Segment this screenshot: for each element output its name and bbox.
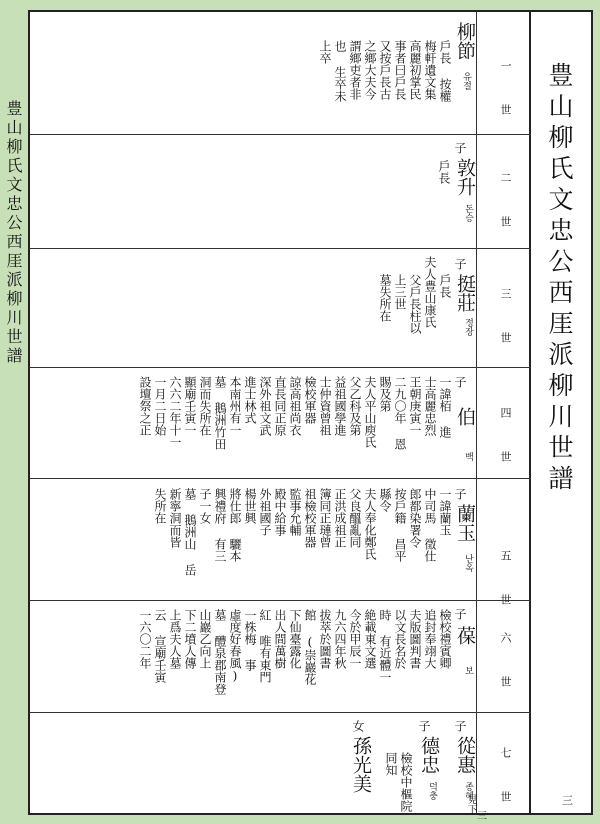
relation-prefix: 女: [351, 720, 365, 732]
relation-prefix: 子: [453, 142, 467, 154]
row-divider: [30, 712, 531, 713]
entry-line: 今於甲辰一: [348, 609, 362, 669]
genealogy-page: [28, 10, 593, 822]
entry-line: 時 有近體一: [378, 609, 392, 683]
entry-line: 下仙臺露化: [288, 609, 302, 669]
person-name: 從惠: [454, 736, 476, 774]
page-title: 豊山柳氏文忠公西厓派柳川世譜: [545, 62, 574, 496]
entry-line: 上爲夫人墓: [168, 609, 182, 669]
generation-label: 五 世: [499, 550, 512, 615]
entry-line: 直長同正原: [273, 376, 287, 436]
entry-line: 士高麗忠烈: [423, 376, 437, 436]
relation-prefix: 子: [417, 720, 431, 732]
entry-line: 父乙科及第: [348, 376, 362, 436]
person-name: 敦升: [454, 158, 476, 196]
entry-line: 之鄉大夫今: [363, 40, 377, 100]
entry-line: 墓 鵝洲山 岳: [183, 488, 197, 576]
entry-line: 也 生卒未: [333, 40, 347, 102]
entry-line: 士仲資曾祖: [318, 376, 332, 436]
name-reading: 백: [463, 452, 473, 461]
relation-prefix: 子: [453, 376, 467, 388]
entry-line: 新寧洞而皆: [168, 488, 182, 548]
entry-line: 一月二日始: [153, 376, 167, 436]
entry-line: 戶長: [438, 274, 452, 298]
entry-line: 將仕郎 驪本: [228, 488, 242, 562]
entry-line: 顯廟壬寅一: [183, 376, 197, 436]
entry-line: 以文長名於: [393, 609, 407, 669]
entry-line: 云 宣廟壬寅: [153, 609, 167, 683]
entry-line: 父良醞亂同: [348, 488, 362, 548]
person-name: 葆: [454, 626, 476, 645]
entry-line: 墓失所在: [378, 274, 392, 322]
side-caption: 豊山柳氏文忠公西厓派柳川世譜: [4, 100, 23, 366]
entry-line: 追封奉翊大: [423, 609, 437, 669]
generation-label: 一 世: [499, 60, 512, 125]
entry-line: 縣令: [378, 488, 392, 512]
name-reading: 돈승: [463, 204, 473, 222]
row-divider: [30, 367, 531, 368]
name-reading: 종혜: [463, 782, 473, 800]
entry-line: 簿同正璉曾: [318, 488, 332, 548]
entry-line: 二九〇年 恩: [393, 376, 407, 450]
entry-line: 六六二年十一: [168, 376, 182, 448]
entry-line: 按戶籍 昌平: [393, 488, 407, 562]
entry-line: 一諱蘭玉: [438, 488, 452, 536]
entry-line: 九六四年秋: [333, 609, 347, 669]
person-name: 挺莊: [454, 274, 476, 312]
person-name: 伯: [454, 407, 476, 426]
entry-line: 外祖國子: [258, 488, 272, 536]
entry-line: 謂鄉吏者非: [348, 40, 362, 100]
entry-line: 夫人奉化鄭氏: [363, 488, 377, 560]
row-divider: [30, 248, 531, 249]
entry-line: 祖檢校軍器: [303, 488, 317, 548]
entry-line: 深外祖文武: [258, 376, 272, 436]
reference-page-number: 三: [477, 811, 487, 822]
entry-line: 一六〇二年: [138, 609, 152, 669]
entry-line: 設壇祭之正: [138, 376, 152, 436]
generation-label: 四 世: [499, 407, 512, 472]
entry-line: 一諱栢 進: [438, 376, 452, 438]
entry-line: 郎都染署令: [408, 488, 422, 548]
person-name: 孫光美: [350, 736, 372, 793]
entry-line: 上卒: [318, 40, 332, 64]
entry-line: 同知: [384, 752, 398, 776]
entry-line: 梅軒遺文集: [423, 40, 437, 100]
entry-line: 又按戶長古: [378, 40, 392, 100]
entry-line: 墓 醴泉郡南登: [213, 609, 227, 695]
name-reading: 유절: [461, 72, 471, 90]
entry-line: 正洪成祖正: [333, 488, 347, 548]
title-column: [529, 12, 591, 813]
cross-reference-note: 見下: [465, 794, 476, 814]
entry-line: 絶載東文選: [363, 609, 377, 669]
entry-line: 館 (崇巖花: [303, 609, 317, 685]
entry-line: 拔萃於圖書: [318, 609, 332, 669]
entry-line: 虛度好春風): [228, 609, 242, 683]
entry-line: 山巖乙向上: [198, 609, 212, 669]
generation-label: 七 世: [499, 747, 512, 812]
name-reading: 정장: [463, 318, 473, 336]
person-name: 蘭玉: [454, 504, 476, 542]
entry-line: 楊世興: [243, 488, 257, 524]
entry-line: 紅 唯有東門: [258, 609, 272, 683]
entry-line: 戶長 按權: [438, 40, 452, 102]
generation-column: [476, 12, 531, 813]
entry-line: 檢校禮賓卿: [438, 609, 452, 669]
relation-prefix: 子: [453, 720, 467, 732]
entry-line: 子一女: [198, 488, 212, 524]
row-divider: [30, 600, 531, 601]
entry-line: 諒高祖尚衣: [288, 376, 302, 436]
generation-label: 三 世: [499, 288, 512, 353]
entry-line: 夫人豊山康氏: [423, 256, 437, 328]
entry-line: 戶長: [437, 160, 451, 184]
person-name: 德忠: [418, 736, 440, 774]
row-divider: [30, 478, 531, 479]
entry-line: 進士林式: [243, 376, 257, 424]
relation-prefix: 子: [453, 608, 467, 620]
entry-line: 下二墳人傳: [183, 609, 197, 669]
entry-line: 王朝庚寅一: [408, 376, 422, 436]
entry-line: 興禮府 有三: [213, 488, 227, 562]
entry-line: 高麗初掌民: [408, 40, 422, 100]
entry-line: 檢校軍器: [303, 376, 317, 424]
entry-line: 本南州有一: [228, 376, 242, 436]
person-name: 柳節: [454, 22, 476, 60]
entry-line: 出人間萬樹: [273, 609, 287, 669]
entry-line: 中司馬 徵仕: [423, 488, 437, 562]
entry-line: 上三世: [393, 274, 407, 310]
page-number: 三: [562, 794, 573, 807]
entry-line: 洞而失所在: [198, 376, 212, 436]
entry-line: 益祖國學進: [333, 376, 347, 436]
name-reading: 덕충: [427, 782, 437, 800]
entry-line: 事者曰戶長: [393, 40, 407, 100]
generation-label: 六 世: [499, 632, 512, 697]
relation-prefix: 子: [453, 258, 467, 270]
generation-label: 二 世: [499, 172, 512, 237]
entry-line: 墓 鵝洲竹田: [213, 376, 227, 450]
entry-line: 一株梅 事: [243, 609, 257, 671]
entry-line: 檢校中樞院: [399, 752, 413, 812]
entry-line: 父戶長柱以: [408, 274, 422, 334]
entry-line: 賜及第: [378, 376, 392, 412]
row-divider: [30, 134, 531, 135]
entry-line: 夫版圖判書: [408, 609, 422, 669]
entry-line: 夫人平山庾氏: [363, 376, 377, 448]
entry-line: 殿中給事: [273, 488, 287, 536]
relation-prefix: 子: [453, 488, 467, 500]
name-reading: 난옥: [463, 554, 473, 572]
name-reading: 보: [463, 666, 473, 675]
entry-line: 失所在: [153, 488, 167, 524]
entry-line: 監事允輔: [288, 488, 302, 536]
